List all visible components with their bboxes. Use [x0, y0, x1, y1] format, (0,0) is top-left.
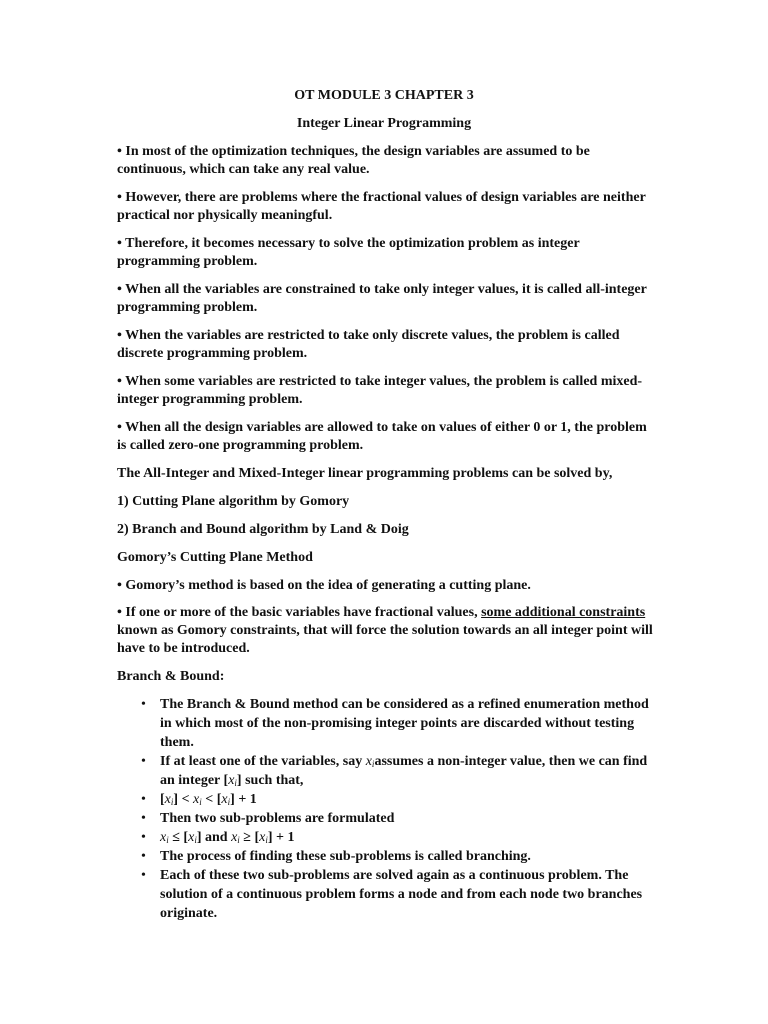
variable-x: x — [188, 830, 195, 845]
gomory-point-2-start: • If one or more of the basic variables have fractional values, — [117, 605, 482, 620]
bullet-glyph: • — [141, 754, 146, 769]
subscript-i: i — [237, 835, 240, 845]
branch-bullet-2-text-c: ] such that, — [236, 773, 304, 788]
constraint-and: ] and — [196, 830, 232, 845]
bullet-glyph: • — [141, 792, 146, 807]
list-item — [117, 790, 662, 809]
bullet-glyph: • — [141, 868, 146, 883]
variable-x: x — [164, 792, 171, 807]
subscript-i: i — [199, 797, 202, 807]
inequality-open: [ — [160, 792, 165, 807]
list-item — [117, 828, 662, 847]
subscript-i: i — [194, 835, 197, 845]
inequality-end: ] + 1 — [230, 792, 257, 807]
subscript-i: i — [170, 797, 174, 807]
subscript-i: i — [166, 835, 169, 845]
constraint-leq: ≤ [ — [168, 830, 189, 845]
gomory-point-2 — [117, 604, 657, 658]
method-2: 2) Branch and Bound algorithm by Land & Doig — [117, 522, 409, 537]
constraint-end: ] + 1 — [267, 830, 295, 845]
gomory-point-1: • Gomory’s method is based on the idea of generating a cutting plane. — [117, 578, 531, 593]
list-item — [117, 847, 662, 866]
bullet-glyph: • — [141, 849, 146, 864]
intro-paragraph-6: • When some variables are restricted to take integer values, the problem is called mixed-integer programming problem. — [117, 374, 643, 407]
methods-intro: The All-Integer and Mixed-Integer linear programming problems can be solved by, — [117, 466, 613, 481]
branch-bullet-2-text-a: If at least one of the variables, say — [160, 754, 366, 769]
variable-x: x — [160, 830, 167, 845]
variable-x: x — [231, 830, 238, 845]
intro-paragraph-2: • However, there are problems where the fractional values of design variables are neither practical nor physically meaningful. — [117, 190, 646, 223]
gomory-point-2-end: known as Gomory constraints, that will force the solution towards an all integer point will have to be introduced. — [117, 623, 653, 656]
list-item — [117, 752, 662, 790]
list-item — [117, 866, 662, 923]
bullet-glyph: • — [141, 811, 146, 826]
bullet-glyph: • — [141, 697, 146, 712]
branch-bullet-6-text: The process of finding these sub-problems is called branching. — [160, 849, 531, 864]
list-item — [117, 809, 662, 828]
gomory-heading: Gomory’s Cutting Plane Method — [117, 550, 313, 565]
intro-paragraph-4: • When all the variables are constrained to take only integer values, it is called all-integer programming problem. — [117, 282, 647, 315]
intro-paragraph-5: • When the variables are restricted to take only discrete values, the problem is called discrete programming problem. — [117, 328, 620, 361]
constraint-geq: ≥ [ — [239, 830, 260, 845]
document-subtitle: Integer Linear Programming — [296, 116, 472, 131]
method-1: 1) Cutting Plane algorithm by Gomory — [117, 494, 350, 509]
inequality-mid-1: ] < — [173, 792, 194, 807]
variable-x: x — [221, 792, 228, 807]
subscript-i: i — [371, 759, 375, 769]
intro-paragraph-7: • When all the design variables are allowed to take on values of either 0 or 1, the problem is called zero-one programming problem. — [117, 420, 647, 453]
subscript-i: i — [265, 835, 268, 845]
variable-x: x — [228, 773, 235, 788]
gomory-point-2-underlined: some additional constraints — [481, 605, 646, 620]
bullet-glyph: • — [141, 830, 146, 845]
variable-x: x — [193, 792, 200, 807]
inequality-mid-2: < [ — [201, 792, 222, 807]
branch-bullet-4-text: Then two sub-problems are formulated — [160, 811, 395, 826]
branch-bullet-7-text: Each of these two sub-problems are solved again as a continuous problem. The solution of a continuous problem forms a node and from each node two branches originate. — [160, 868, 643, 921]
intro-paragraph-3: • Therefore, it becomes necessary to solve the optimization problem as integer programming problem. — [117, 236, 580, 269]
branch-bound-list — [117, 695, 662, 923]
variable-x: x — [259, 830, 266, 845]
list-item — [117, 695, 662, 752]
branch-bullet-2-text-b: assumes a non-integer value, then we can find an integer [ — [160, 754, 648, 788]
branch-heading: Branch & Bound: — [117, 669, 225, 684]
document-title: OT MODULE 3 CHAPTER 3 — [294, 88, 474, 103]
branch-bullet-1-text: The Branch & Bound method can be considered as a refined enumeration method in which most of the non-promising integer points are discarded without testing them. — [160, 697, 649, 750]
subscript-i: i — [227, 797, 231, 807]
intro-paragraph-1: • In most of the optimization techniques, the design variables are assumed to be continuous, which can take any real value. — [117, 144, 590, 177]
variable-x: x — [365, 754, 372, 769]
subscript-i: i — [234, 778, 237, 788]
